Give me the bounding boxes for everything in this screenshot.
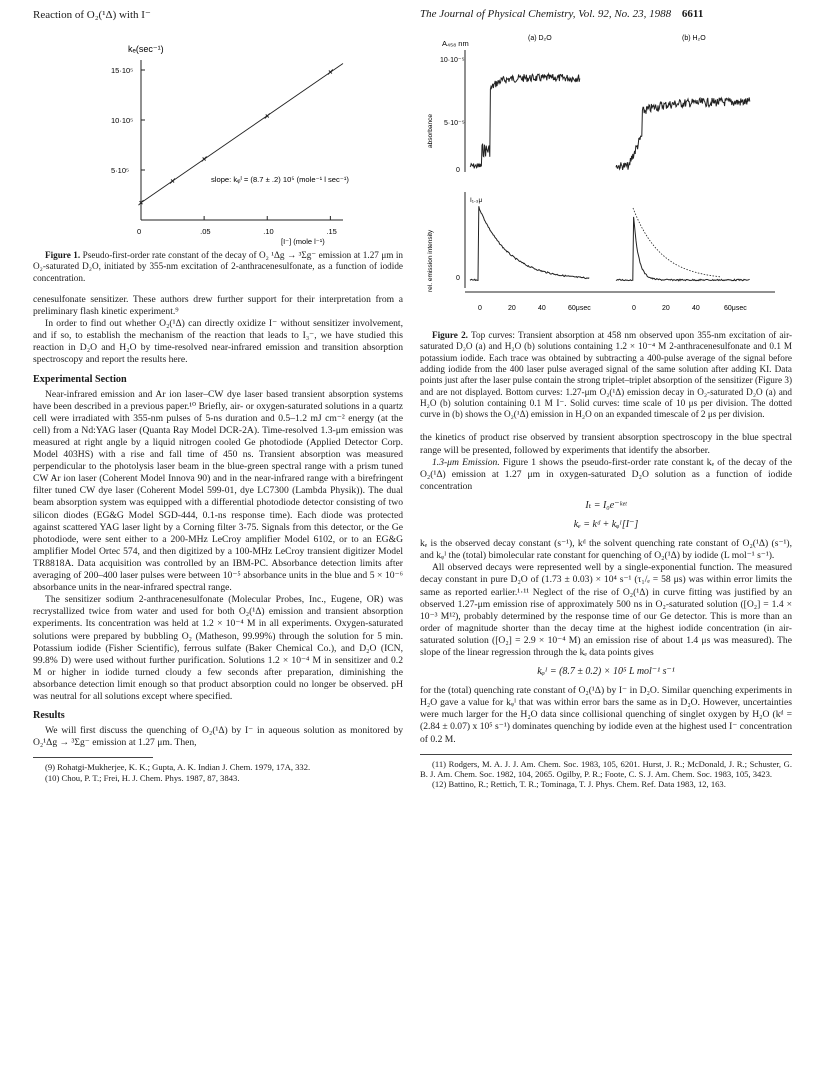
fig1-data-point: [202, 157, 207, 162]
right-column: [420, 30, 792, 790]
right-para-1: [420, 457, 792, 493]
left-para-2: Near-infrared emission and Ar ion laser–CW dye laser based transient absorption systems have been described in a previous paper.¹⁰ Briefly, air- or oxygen-saturated solutions in a quartz cell were irradiated with 355-nm pulses of 5-ns duration and 0.5–1.2 mJ cm⁻² energy (at the cell) from a Nd:YAG laser (Quanta Ray Model DCR-2A). Time-resolved 1.3-μm emission was measured at right angle by a liquid nitrogen cooled Ge photodiode (Applied Detector Corp. Model 403HS) with a rise and fall time of 450 ns. Transient absorption was measured perpendicular to the photolysis laser beam in the blue-green spectral range with a prism tuned CW Ar ion laser (Coherent Model Innova 90) and in the near-infrared range with a birefringent filter tuned CW dye laser (Coherent Model 599-01, dye LC7300 (Lambda Physik)). The dual beam absorption system was equipped with a differential photodiode detector consisting of two silicon diodes (EG&G Model SGD-444, 0.1-ns response time). Each diode was protected against scattered YAG laser light by a Corning filter 3-75. Signals from this detector, or the Ge photodiode, were sent either to a 200-MHz LeCroy amplifier Model 6102, or to an EG&G amplifier Model Ortec 574, and then digitized by a 100-MHz LeCroy transient digitizer Model TR8818A. Data acquisition was controlled by an IBM-PC. Absorbance detection limits after averaging of 200–400 laser pulses were between 10⁻⁵ absorbance units in the blue and 5 × 10⁻⁶ absorbance units in the near-infrared spectral range.: [33, 388, 403, 594]
right-para-3: All observed decays were represented well by a single-exponential function. The measured decay constant in pure D₂O of (1.73 ± 0.03) × 10⁴ s⁻¹ (τ₁/ₑ = 58 μs) was within error limits the same as reported earlier.¹·¹¹ Neglect of the rise of O₂(¹Δ) in curve fitting was justified by an observed 1.27-μm emission rise of approximately 500 ns in O₂-saturated solution ([O₂] = 1.4 × 10⁻³ M¹²), probably determined by the response time of our Ge detector. This is more than an order of magnitude shorter than the decay time at the highest iodide concentration (in air-saturated solution ([O₂] = 2.9 × 10⁻⁴ M) an emission rise of about 1.4 μs was measured). The slope of the linear regression through the kₑ data points gives: [420, 562, 792, 658]
fig1-data-point: [170, 179, 175, 184]
left-para-4: We will first discuss the quenching of O₂(¹Δ) by I⁻ in aqueous solution as monitored by O₂¹Δg → ³Σg⁻ emission at 1.27 μm. Then,: [33, 725, 403, 749]
section-heading-experimental: Experimental Section: [33, 373, 127, 385]
right-para-1-text: Figure 1 shows the pseudo-first-order rate constant kₑ of the decay of the O₂(¹Δ) emission at 1.27 μm in oxygen-saturated D₂O solution as a function of iodide concentration: [420, 456, 792, 492]
fig2-yaxis-emission-label: rel. emission intensity: [427, 229, 434, 292]
fig2-xtick-b-0: 0: [632, 305, 636, 312]
fig2-abs-wavelength-label: A₄₅₈ nm: [442, 39, 469, 48]
running-header-left: Reaction of O₂(¹Δ) with I⁻: [33, 9, 151, 21]
footnote-rule-right: [420, 754, 792, 755]
left-para-1: In order to find out whether O₂(¹Δ) can directly oxidize I⁻ without sensitizer involvement, and if so, to establish the mechanism of the reaction that leads to I₃⁻, we have studied this reaction in D₂O and H₂O by time-resolved near-infrared emission and transition absorption spectroscopy and report the results here.: [33, 318, 403, 366]
fig1-ytick-label: 10·10⁵: [111, 116, 134, 125]
right-para-0: the kinetics of product rise observed by transient absorption spectroscopy in the blue spectral range will be presented, followed by experiments that identify the absorber.: [420, 432, 792, 456]
fig1-xtick-label: .05: [200, 227, 211, 236]
journal-citation: The Journal of Physical Chemistry, Vol. 92, No. 23, 1988: [420, 8, 672, 20]
fig1-xtick-label: 0: [137, 227, 142, 236]
figure-2-traces: [420, 30, 792, 322]
equation-rate-constant: kₑ = kᵈ + kᵩᴵ[I⁻]: [573, 519, 639, 531]
fig1-ytick-label: 5·10⁵: [111, 166, 130, 175]
fig2-xtick-a-20: 20: [508, 305, 516, 312]
fig2-absorbance-trace-d2o: [470, 74, 580, 168]
left-para-3: The sensitizer sodium 2-anthracenesulfonate (Molecular Probes, Inc., Eugene, OR) was recrystallized twice from water and used for both O₂(¹Δ) emission and transient absorption experiments. Its concentration was held at 1.2 × 10⁻⁴ M in all experiments. Oxygen-saturated solutions were prepared by bubbling O₂ (Matheson, 99.99%) through the solution for 5 min. Potassium iodide (Fisher Scientific), ferrous sulfate (Baker Chemical Co.), and D₂O (ICN, 99.8% D) were used without further purification. Solutions 1.2 × 10⁻⁴ M in sensitizer and 0.2 M or higher in iodide turned cloudy a few seconds after preparation, diminishing the absorbance detection limit enough so that product absorption could no longer be observed. pH was neutral for all solutions except where specified.: [33, 594, 403, 702]
fig2-em-zero-label: 0: [456, 275, 460, 282]
running-header-right: [420, 8, 703, 20]
page-number: 6611: [681, 8, 704, 20]
fig1-data-point: [265, 114, 270, 119]
fig1-xlabel: [I⁻] (mole l⁻¹): [281, 237, 325, 246]
equation-quenching-result: kᵩᴵ = (8.7 ± 0.2) × 10⁵ L mol⁻¹ s⁻¹: [537, 666, 675, 678]
fig2-em-top-label: I₁.₃μ: [470, 197, 483, 204]
fig2-absorbance-trace-h2o: [616, 98, 750, 170]
figure-1-plot: [33, 30, 403, 246]
fig1-slope-annotation: slope: kᵩᴵ = (8.7 ± .2) 10⁵ (mole⁻¹ l sec⁻¹): [211, 175, 349, 184]
fig2-abs-tick-5: 5·10⁻⁵: [444, 120, 465, 127]
fig1-ylabel: kₑ(sec⁻¹): [128, 44, 164, 54]
figure-1-caption: [33, 250, 403, 284]
fig2-emission-trace-d2o: [470, 206, 589, 280]
footnote-9: (9) Rohatgi-Mukherjee, K. K.; Gupta, A. K. Indian J. Chem. 1979, 17A, 332.: [45, 762, 311, 773]
footnote-11: (11) Rodgers, M. A. J. J. Am. Chem. Soc. 1983, 105, 6201. Hurst, J. R.; McDonald, J. R.; Schuster, G. B. J. Am. Chem. Soc. 1982, 104, 2065. Ogilby, P. R.; Foote, C. S. J. Am. Chem. Soc. 1983, 105, 3423.: [420, 758, 792, 780]
right-para-2: kₑ is the observed decay constant (s⁻¹), kᵈ the solvent quenching rate constant of O₂(¹Δ) (s⁻¹), and kᵩᴵ the (total) bimolecular rate constant for quenching of O₂(¹Δ) by iodide (L mol⁻¹ s⁻¹).: [420, 538, 792, 562]
fig2-emission-trace-h2o-expanded: [633, 208, 720, 277]
left-para-0: cenesulfonate sensitizer. These authors drew further support for their interpretation from a preliminary flash kinetic experiment.⁹: [33, 293, 403, 318]
footnote-12: (12) Battino, R.; Rettich, T. R.; Tominaga, T. J. Phys. Chem. Ref. Data 1983, 12, 163.: [432, 779, 726, 790]
section-heading-results: Results: [33, 710, 65, 722]
equation-intensity: Iₜ = I₀e⁻ᵏᵉᵗ: [585, 499, 627, 511]
fig1-data-point: [328, 70, 333, 75]
fig2-xtick-a-40: 40: [538, 305, 546, 312]
fig1-caption-label: Figure 1.: [45, 250, 81, 261]
fig2-xtick-a-0: 0: [478, 305, 482, 312]
subsection-lead-emission: 1.3-μm Emission.: [432, 456, 500, 468]
fig1-xtick-label: .15: [326, 227, 337, 236]
fig2-label-a: (a) D₂O: [528, 35, 552, 42]
fig1-caption-text: Pseudo-first-order rate constant of the decay of O₂ ¹Δg → ³Σg⁻ emission at 1.27 μm in O₂-saturated D₂O, initiated by 355-nm excitation of 2-anthracenesulfonate, as a function of iodide concentration.: [33, 250, 404, 283]
fig2-yaxis-absorbance-label: absorbance: [427, 114, 434, 148]
fig1-xtick-label: .10: [263, 227, 274, 236]
fig2-emission-trace-h2o: [616, 217, 750, 281]
fig2-caption-text: Top curves: Transient absorption at 458 nm observed upon 355-nm excitation of air-saturated D₂O (a) and H₂O (b) solutions containing 1.2 × 10⁻⁴ M 2-anthracenesulfonate and 0.1 M potassium iodide. Each trace was obtained by subtracting a 400-pulse average of the signal before adding iodide from the 400 laser pulse averaged signal of the same solution after adding KI. Data points just after the laser pulse contain the strong triplet–triplet absorption of the sensitizer (Figure 3) and are not displayed. Bottom curves: 1.27-μm O₂(¹Δ) emission decay in O₂-saturated D₂O (a) and H₂O (b) solution containing 0.1 M I⁻. Solid curves: time scale of 10 μs per division. The dotted curve in (b) shows the O₂(¹Δ) emission in H₂O on an expanded timescale of 2 μs per division.: [420, 330, 792, 420]
fig2-xtick-b-60: 60μsec: [724, 305, 747, 312]
figure-2-caption: [420, 330, 792, 420]
fig2-caption-label: Figure 2.: [432, 330, 468, 341]
fig2-abs-tick-0: 0: [456, 167, 460, 174]
footnote-rule-left: [33, 757, 153, 758]
left-column: [33, 30, 403, 783]
fig2-xtick-a-60: 60μsec: [568, 305, 591, 312]
right-para-4: for the (total) quenching rate constant of O₂(¹Δ) by I⁻ in D₂O. Similar quenching experiments in H₂O gave a value for kᵩᴵ that was within error bars the same as in D₂O. However, uncertainties were much larger for the H₂O data since collisional quenching of singlet oxygen by H₂O (kᵈ = (2.84 ± 0.07) x 10⁵ s⁻¹) dominates quenching by iodide even at the highest used I⁻ concentration of 0.2 M.: [420, 685, 792, 745]
footnote-10: (10) Chou, P. T.; Frei, H. J. Chem. Phys. 1987, 87, 3843.: [45, 772, 240, 783]
fig1-ytick-label: 15·10⁵: [111, 66, 134, 75]
fig2-xtick-b-20: 20: [662, 305, 670, 312]
fig2-abs-tick-10: 10·10⁻⁵: [440, 57, 465, 64]
fig2-xtick-b-40: 40: [692, 305, 700, 312]
fig2-label-b: (b) H₂O: [682, 35, 706, 42]
